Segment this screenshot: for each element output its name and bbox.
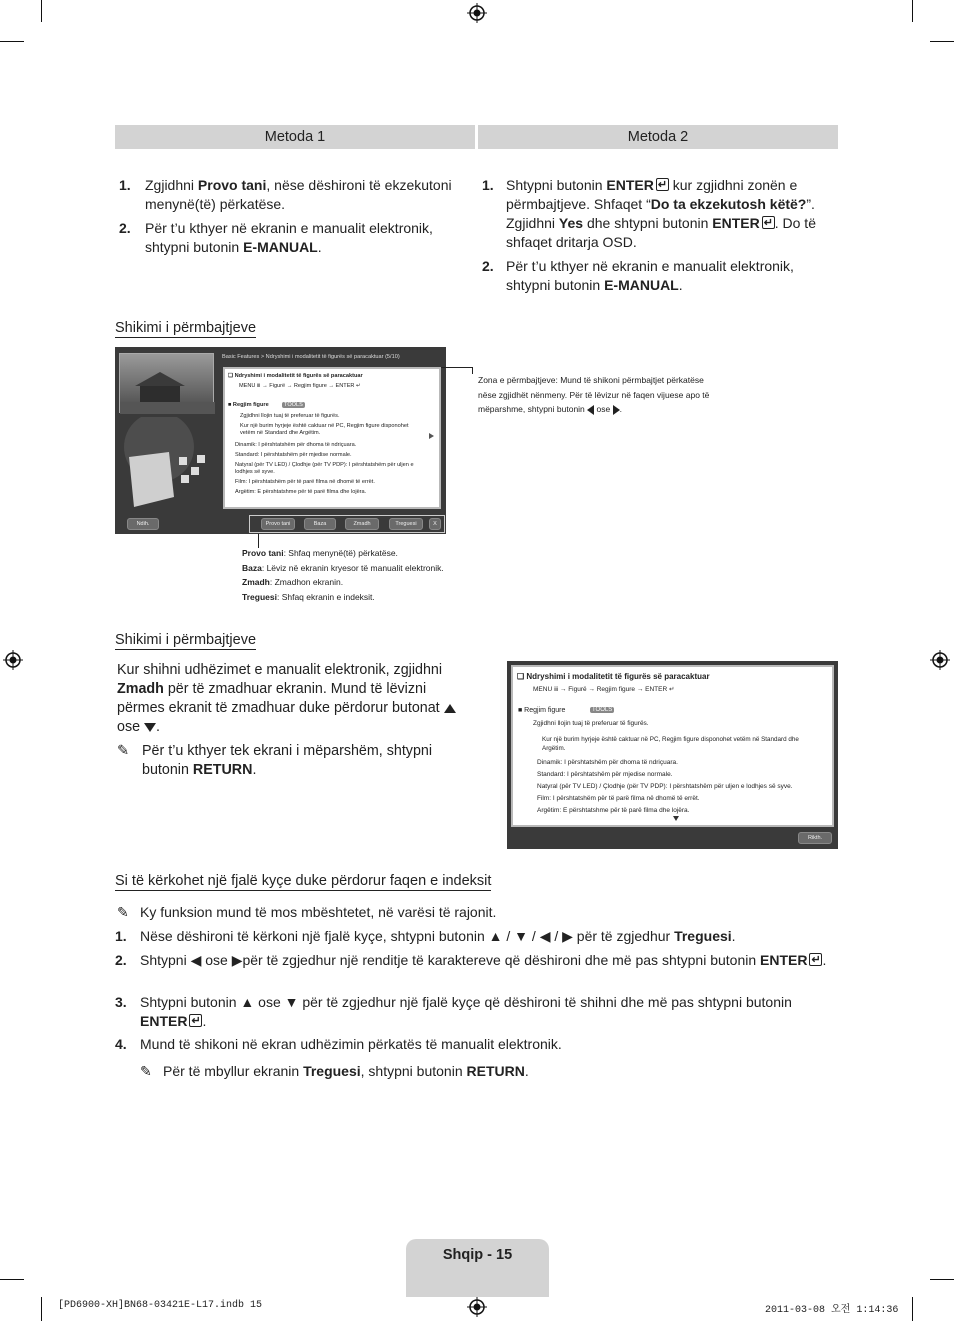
- crop-mark: [41, 1297, 42, 1321]
- step-number: 1.: [482, 177, 494, 193]
- home-button[interactable]: Baza: [304, 518, 336, 530]
- crop-mark: [0, 41, 24, 42]
- bullet-item: Film: I përshtatshëm për të parë filma në dhomë të errët.: [537, 795, 700, 802]
- close-index-note: ✎ Për të mbyllur ekranin Treguesi, shtypni butonin RETURN.: [140, 1063, 529, 1079]
- emanual-screenshot: [115, 347, 446, 534]
- note-icon: ✎: [117, 904, 129, 920]
- section-heading: Shikimi i përmbajtjeve: [115, 320, 257, 336]
- crop-mark: [912, 1297, 913, 1321]
- registration-mark-icon: [930, 650, 950, 670]
- step-row: 1. Nëse dëshironi të kërkoni një fjalë kyçe, shtypni butonin ▲ / ▼ / ◀ / ▶ për të zgjedhur Treguesi.: [115, 928, 736, 944]
- note-icon: ✎: [140, 1063, 152, 1079]
- thumbnail-image: [119, 353, 214, 413]
- content-area: [223, 367, 441, 509]
- step-row: 2. Shtypni ◀ ose ▶për të zgjedhur një renditje të karaktereve që dëshironi dhe më pas shtypni butonin ENTER↵ .: [115, 951, 835, 993]
- bullet-item: Natyral (për TV LED) / Çlodhje (për TV PDP): I përshtatshëm për uljen e lodhjes së syve.: [537, 783, 793, 790]
- bullet-item: Argëtim: E përshtatshme për të parë filma dhe lojëra.: [537, 807, 690, 814]
- method2-step1: Shtypni butonin ENTER↵ kur zgjidhni zonën e përmbajtjeve. Shfaqet “Do ta ekzekutosh këtë?”. Zgjidhni Yes dhe shtypni butonin ENTER↵ . Do të shfaqet dritarja OSD.: [506, 176, 836, 252]
- bullet-item: Natyral (për TV LED) / Çlodhje (për TV PDP): I përshtatshëm për uljen e lodhjes së syve.: [235, 462, 414, 475]
- bullet-item: Film: I përshtatshëm për të parë filma në dhomë të errët.: [235, 479, 375, 485]
- note-icon: ✎: [117, 743, 129, 759]
- registration-mark-icon: [467, 3, 487, 23]
- method1-title: Metoda 1: [115, 125, 475, 149]
- callout-line: [441, 367, 473, 368]
- tools-badge: TOOLS: [592, 707, 613, 713]
- method1-step1: Zgjidhni Provo tani, nëse dëshironi të ekzekutoni menynë(të) përkatëse.: [145, 177, 452, 212]
- zoom-button[interactable]: Zmadh: [345, 518, 379, 530]
- try-now-button[interactable]: Provo tani: [261, 518, 295, 530]
- method1-column: [115, 125, 475, 255]
- legend-row: Provo tani: Shfaq menynë(të) përkatëse.: [242, 548, 398, 558]
- bullet-item: Dinamik: I përshtatshëm për dhoma të ndriçuara.: [235, 442, 357, 448]
- legend-row: Treguesi: Shfaq ekranin e indeksit.: [242, 591, 375, 602]
- crop-mark: [930, 1279, 954, 1280]
- zoomed-screenshot: [507, 661, 838, 849]
- method2-title: Metoda 2: [478, 125, 838, 149]
- page-label: Shqip - 15: [442, 1247, 513, 1263]
- content-desc: Zgjidhni llojin tuaj të preferuar të figurës.: [533, 720, 649, 727]
- content-bullets: [235, 442, 425, 496]
- method1-step2: Për t’u kthyer në ekranin e manualit elektronik, shtypni butonin E-MANUAL.: [145, 220, 433, 255]
- step-number: 1.: [119, 177, 131, 193]
- crop-mark: [0, 1279, 24, 1280]
- method2-column: [478, 125, 838, 293]
- step-row: 3. Shtypni butonin ▲ ose ▼ për të zgjedhur një fjalë kyçe që dëshironi të shihni dhe më pas shtypni butonin ENTER↵ .: [115, 993, 835, 1035]
- page-tab: [406, 1239, 549, 1297]
- zoom-paragraph: Kur shihni udhëzimet e manualit elektronik, zgjidhni Zmadh për të zmadhuar ekranin. Mund të lëvizni përmes ekranit të zmadhuar duke përdorur butonat ose .: [117, 661, 472, 737]
- content-area-note: Zona e përmbajtjeve: Mund të shikoni përmbajtjet përkatëse nëse zgjidhët nënmeny. Për të lëvizur në faqen vijuese apo të mëparshme, shtypni butonin ose .: [478, 375, 710, 415]
- bullet-item: Standard: I përshtatshëm për mjedise normale.: [235, 452, 352, 458]
- subsection-title: ■ Regjim figure: [228, 402, 269, 408]
- legend-row: Baza: Lëviz në ekranin kryesor të manualit elektronik.: [242, 562, 444, 573]
- breadcrumb: Basic Features > Ndryshimi i modalitetit të figurës së paracaktuar (5/10): [222, 354, 400, 360]
- bullet-item: Argëtim: E përshtatshme për të parë filma dhe lojëra.: [235, 489, 367, 495]
- content-note: Kur një burim hyrjeje është caktuar në PC, Regjim figure disponohet vetëm në Standard dhe Argëtim.: [542, 736, 799, 752]
- index-button[interactable]: Treguesi: [389, 518, 423, 530]
- crop-mark: [41, 0, 42, 22]
- subsection-title: ■ Regjim figure: [518, 707, 566, 714]
- method2-step2: Për t’u kthyer në ekranin e manualit elektronik, shtypni butonin E-MANUAL.: [506, 258, 794, 293]
- timestamp: 2011-03-08 오전 1:14:36: [765, 1305, 899, 1316]
- down-arrow-icon: [144, 723, 156, 732]
- section-heading: Si të kërkohet një fjalë kyçe duke përdorur faqen e indeksit: [115, 873, 492, 889]
- callout-line: [472, 367, 473, 374]
- legend-row: Zmadh: Zmadhon ekranin.: [242, 577, 344, 588]
- crop-mark: [930, 41, 954, 42]
- tools-badge: TOOLS: [284, 402, 303, 408]
- index-steps: [115, 927, 835, 1059]
- up-arrow-icon: [444, 704, 456, 713]
- step-row: 4. Mund të shikoni në ekran udhëzimin përkatës të manualit elektronik.: [115, 1036, 562, 1052]
- close-button[interactable]: X: [429, 518, 441, 530]
- scroll-down-icon[interactable]: [673, 816, 679, 821]
- help-button[interactable]: Ndih.: [127, 518, 159, 530]
- menu-path: MENU ⅲ → Figurë → Regjim figure → ENTER ↵: [533, 686, 675, 693]
- content-title: ❑ Ndryshimi i modalitetit të figurës së paracaktuar: [517, 672, 710, 681]
- content-note: Kur një burim hyrjeje është caktuar në PC, Regjim figure disponohet vetëm në Standard dhe Argëtim.: [240, 423, 409, 436]
- return-button[interactable]: Rikth.: [798, 832, 832, 844]
- bullet-item: Dinamik: I përshtatshëm për dhoma të ndriçuara.: [537, 759, 678, 766]
- zoomed-content-area: [511, 665, 834, 827]
- menu-path: MENU ⅲ → Figurë → Regjim figure → ENTER ↵: [239, 383, 361, 389]
- return-note: ✎ Për t’u kthyer tek ekrani i mëparshëm, shtypni butonin RETURN.: [117, 743, 433, 778]
- right-arrow-icon: [613, 405, 620, 415]
- content-bullets: [537, 757, 827, 817]
- step-number: 2.: [482, 258, 494, 274]
- bullet-item: Standard: I përshtatshëm për mjedise normale.: [537, 771, 673, 778]
- content-title: ❑ Ndryshimi i modalitetit të figurës së paracaktuar: [228, 373, 363, 379]
- region-note: ✎ Ky funksion mund të mos mbështetet, në varësi të rajonit.: [117, 904, 497, 920]
- file-info: [PD6900-XH]BN68-03421E-L17.indb 15: [58, 1300, 263, 1311]
- step-number: 2.: [119, 220, 131, 236]
- content-desc: Zgjidhni llojin tuaj të preferuar të figurës.: [240, 413, 340, 419]
- button-legend: [242, 546, 444, 604]
- section-heading: Shikimi i përmbajtjeve: [115, 632, 257, 648]
- tv-illustration: [119, 417, 219, 517]
- registration-mark-icon: [3, 650, 23, 670]
- crop-mark: [912, 0, 913, 22]
- next-page-icon[interactable]: [429, 433, 434, 439]
- registration-mark-icon: [467, 1297, 487, 1317]
